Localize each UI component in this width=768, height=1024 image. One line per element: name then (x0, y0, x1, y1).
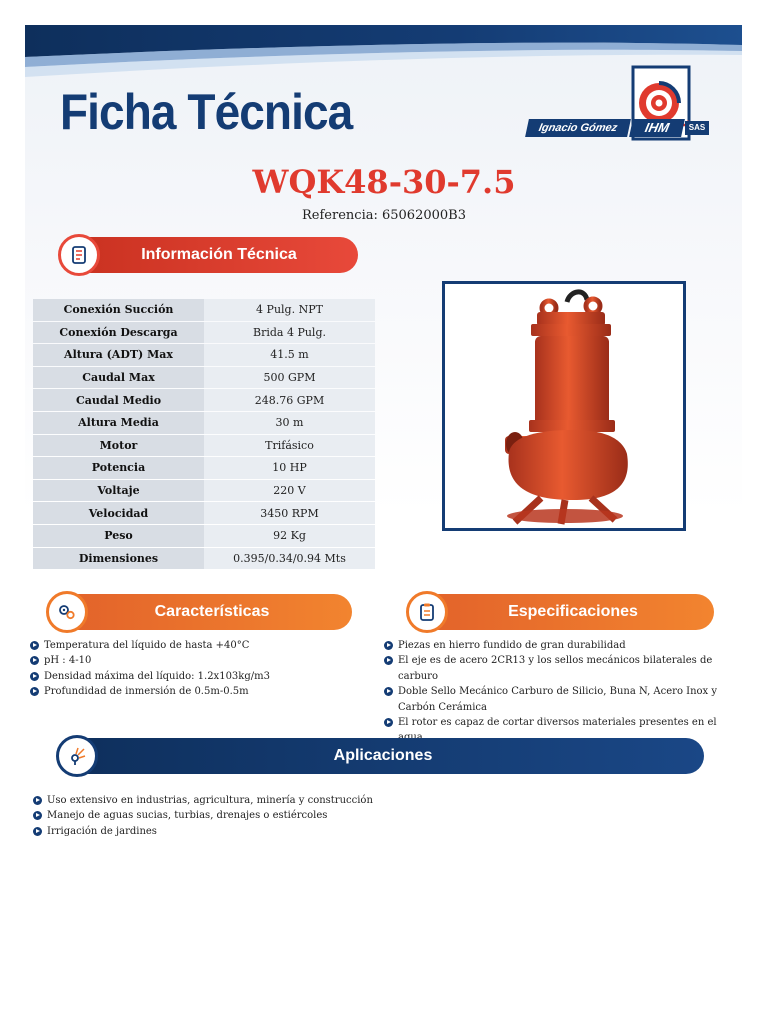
table-row (33, 322, 375, 344)
section-info-tecnica-title: Información Técnica (141, 246, 297, 263)
spec-label: Voltaje (33, 480, 204, 502)
list-item-text: Profundidad de inmersión de 0.5m-0.5m (44, 686, 249, 698)
bullet-arrow-icon (384, 718, 393, 727)
list-item (384, 653, 734, 684)
bullet-arrow-icon (30, 641, 39, 650)
document-icon (58, 234, 100, 276)
spec-value: 248.76 GPM (204, 389, 375, 411)
list-item (384, 684, 734, 715)
spec-value: 4 Pulg. NPT (204, 299, 375, 321)
list-item (33, 793, 633, 808)
list-item-text: Densidad máxima del líquido: 1.2x103kg/m3 (44, 670, 270, 682)
spec-value: 41.5 m (204, 344, 375, 366)
list-item (30, 653, 380, 668)
logo-brand-text: Ignacio Gómez (525, 119, 631, 137)
bullet-arrow-icon (33, 796, 42, 805)
table-row (33, 299, 375, 321)
section-especificaciones-title: Especificaciones (508, 603, 638, 620)
list-item-text: Uso extensivo en industrias, agricultura, minería y construcción (47, 795, 373, 806)
bullet-arrow-icon (33, 811, 42, 820)
section-aplicaciones-title: Aplicaciones (333, 747, 433, 764)
spec-value: Brida 4 Pulg. (204, 322, 375, 344)
list-item-text: Irrigación de jardines (47, 825, 157, 837)
spec-value: 220 V (204, 480, 375, 502)
spec-value: 500 GPM (204, 367, 375, 389)
table-row (33, 525, 375, 547)
technical-specs-table (33, 298, 375, 570)
list-item-text: El rotor es capaz de cortar diversos materiales presentes en el (398, 717, 717, 729)
spec-label: Velocidad (33, 502, 204, 524)
list-item-text: Piezas en hierro fundido de gran durabilidad (398, 640, 626, 651)
bullet-arrow-icon (30, 687, 39, 696)
spec-label: Caudal Max (33, 367, 204, 389)
spec-value: 10 HP (204, 457, 375, 479)
gears-icon (46, 591, 88, 633)
spec-value: 0.395/0.34/0.94 Mts (204, 548, 375, 570)
company-logo (527, 63, 717, 145)
spec-label: Peso (33, 525, 204, 547)
sprinkler-icon (56, 735, 98, 777)
spec-label: Motor (33, 435, 204, 457)
table-row (33, 502, 375, 524)
bullet-arrow-icon (33, 827, 42, 836)
list-item (30, 669, 380, 684)
section-aplicaciones-header (62, 738, 704, 774)
list-item-text: pH : 4-10 (44, 655, 92, 667)
table-row (33, 435, 375, 457)
list-item-text: Doble Sello Mecánico Carburo de Silicio, Buna N, Acero Inox y Carbón Cerámica (398, 686, 718, 713)
pump-image (445, 284, 683, 528)
product-model: WQK48-30-7.5 (252, 163, 516, 201)
bullet-arrow-icon (30, 672, 39, 681)
page-title: Ficha Técnica (60, 84, 353, 140)
spec-value: Trifásico (204, 435, 375, 457)
list-item (30, 684, 380, 699)
product-reference: Referencia: 65062000B3 (302, 208, 466, 223)
table-row (33, 389, 375, 411)
list-item (30, 638, 380, 653)
spec-label: Potencia (33, 457, 204, 479)
especificaciones-list (384, 638, 734, 746)
logo-sas-text: SAS (685, 121, 709, 135)
spec-value: 3450 RPM (204, 502, 375, 524)
section-caracteristicas-title: Características (154, 603, 270, 620)
spec-label: Dimensiones (33, 548, 204, 570)
spec-value: 30 m (204, 412, 375, 434)
spec-label: Conexión Succión (33, 299, 204, 321)
table-row (33, 548, 375, 570)
aplicaciones-list (33, 793, 633, 839)
table-row (33, 412, 375, 434)
spec-value: 92 Kg (204, 525, 375, 547)
table-row (33, 480, 375, 502)
bullet-arrow-icon (384, 641, 393, 650)
list-item (33, 808, 633, 823)
list-item (33, 824, 633, 839)
spec-label: Conexión Descarga (33, 322, 204, 344)
logo-ihm-text: IHM (629, 119, 685, 137)
table-row (33, 367, 375, 389)
spec-label: Caudal Medio (33, 389, 204, 411)
bullet-arrow-icon (384, 656, 393, 665)
spec-label: Altura Media (33, 412, 204, 434)
product-image-frame (442, 281, 686, 531)
spec-label: Altura (ADT) Max (33, 344, 204, 366)
section-info-tecnica-header (62, 237, 358, 273)
clipboard-icon (406, 591, 448, 633)
section-especificaciones-header (412, 594, 714, 630)
bullet-arrow-icon (30, 656, 39, 665)
list-item-text: El eje es de acero 2CR13 y los sellos mecánicos bilaterales de carburo (398, 655, 713, 682)
section-caracteristicas-header (52, 594, 352, 630)
table-row (33, 344, 375, 366)
list-item-text: Temperatura del líquido de hasta +40°C (44, 640, 250, 651)
list-item-text: Manejo de aguas sucias, turbias, drenajes o estiércoles (47, 810, 328, 822)
caracteristicas-list (30, 638, 380, 700)
table-row (33, 457, 375, 479)
list-item (384, 638, 734, 653)
bullet-arrow-icon (384, 687, 393, 696)
